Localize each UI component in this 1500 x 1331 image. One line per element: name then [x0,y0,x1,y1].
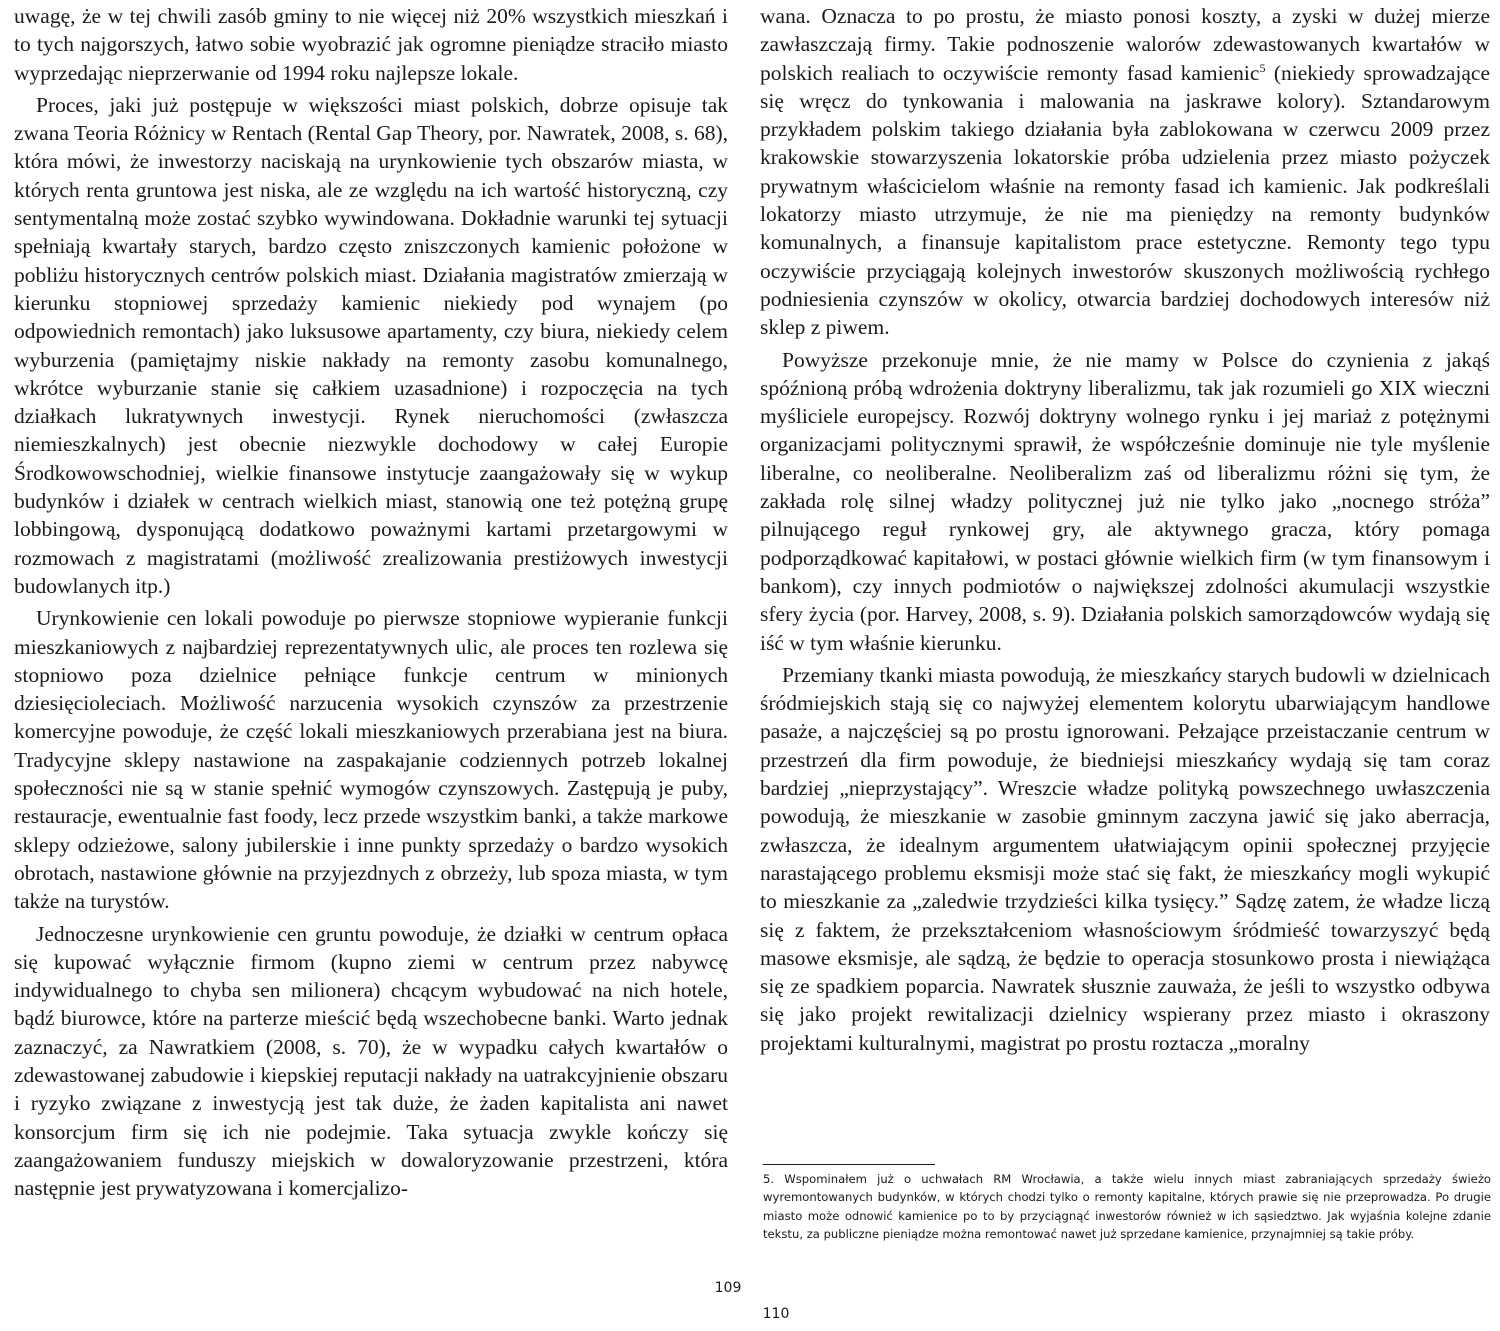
right-paragraph-3: Przemiany tkanki miasta powodują, że mieszkańcy starych budowli w dzielnicach śródmiejskich stają się co najwyżej elementem kolorytu ubarwiającym handlowe pasaże, a najczęściej są po prostu ignorowani. Pełzające przeistaczanie centrum w przestrzeń dla firm powoduje, że biedniejsi mieszkańcy wydają się tam coraz bardziej „nieprzystający”. Wreszcie władze polityką powszechnego uwłaszczenia powodują, że mieszkanie w zasobie gminnym zaczyna jawić się jako aberracja, zwłaszcza, że idealnym argumentem ułatwiającym opinii społecznej przyjęcie narastającego problemu eksmisji może stać się fakt, że mieszkańcy mogli wykupić to mieszkanie za „zaledwie trzydzieści kilka tysięcy.” Sądzę zatem, że władze liczą się z faktem, że przekształceniom własnościowym śródmieść towarzyszyć będą masowe eksmisje, ale sądzą, że będzie to operacja stosunkowo prosta i niewiążąca się ze spadkiem poparcia. Nawratek słusznie zauważa, że jeśli to wszystko odbywa się jako projekt rewitalizacji dzielnicy wspierany przez miasto i okraszony projektami kulturalnymi, magistrat po prostu roztacza „moralny [760,662,1490,1055]
right-paragraph-1 [760,2,1490,342]
left-paragraph-3: Urynkowienie cen lokali powoduje po pierwsze stopniowe wypieranie funkcji mieszkaniowych z najbardziej reprezentatywnych ulic, ale proces ten rozlewa się stopniowo poza dzielnice pełniące funkcje centrum w minionych dziesięcioleciach. Możliwość narzucenia wysokich czynszów za przestrzenie komercyjne powoduje, że część lokali mieszkaniowych przerabiana jest na biura. Tradycyjne sklepy nastawione na zaspakajanie codziennych potrzeb lokalnej społeczności nie są w stanie spełnić wymogów czynszowych. Zastępują je puby, restauracje, ewentualnie fast foody, lecz przede wszystkim banki, a także markowe sklepy odzieżowe, salony jubilerskie i inne punkty sprzedaży o bardzo wysokich obrotach, nastawione głównie na przyjezdnych z obrzeży, lub spoza miasta, w tym także na turystów. [14,606,728,914]
left-text-column [14,2,728,1202]
right-paragraph-1-end: (niekiedy sprowadzające się wręcz do tynkowania i malowania na jaskrawe kolory). Sztandarowym przykładem polskim takiego działania była zablokowana w czerwcu 2009 przez krakowskie stowarzyszenia lokatorskie próba udzielenia przez miasto pożyczek prywatnym właścicielom właśnie na remonty fasad ich kamienic. Jak podkreślali lokatorzy miasto utrzymuje, że nie ma pieniędzy na remonty budynków komunalnych, a finansuje kapitalistom prace estetyczne. Remonty tego typu oczywiście przyciągają kolejnych inwestorów skuszonych możliwością rychłego podniesienia czynszów w okolicy, otwarcia bardziej dochodowych interesów niż sklep z piwem. [760,60,1490,340]
right-paragraph-2: Powyższe przekonuje mnie, że nie mamy w Polsce do czynienia z jakąś spóźnioną próbą wdrożenia doktryny liberalizmu, tak jak rozumieli go XIX wieczni myśliciele europejscy. Rozwój doktryny wolnego rynku i jej mariaż z potężnymi organizacjami politycznymi sprawił, że współcześnie dominuje nie tyle myślenie liberalne, co neoliberalne. Neoliberalizm zaś od liberalizmu różni się tym, że zakłada rolę silnej władzy politycznej już nie tylko jako „nocnego stróża” pilnującego reguł rynkowej gry, ale aktywnego gracza, który pomaga podporządkować kapitałowi, w postaci głównie wielkich firm (w tym finansowym i bankom), czy innych podmiotów o największej zdolności akumulacji wszystkie sfery życia (por. Harvey, 2008, s. 9). Działania polskich samorządowców wydają się iść w tym właśnie kierunku. [760,347,1490,655]
footnote-separator [763,1164,935,1165]
page-number-right: 110 [762,1306,790,1322]
footnote-reference[interactable]: 5 [1259,60,1266,75]
right-text-column [760,2,1490,1057]
right-paragraph-1-start: wana. Oznacza to po prostu, że miasto ponosi koszty, a zyski w dużej mierze zawłaszczają firmy. Takie podnoszenie walorów zdewastowanych kwartałów w polskich realiach to oczywiście remonty fasad kamienic [760,4,1490,85]
left-paragraph-4: Jednoczesne urynkowienie cen gruntu powoduje, że działki w centrum opłaca się kupować wyłącznie firmom (kupno ziemi w centrum przez nabywcę indywidualnego to chyba sen milionera) chcącym wybudować na nich hotele, bądź biurowce, które na parterze mieścić będą wszechobecne banki. Warto jednak zaznaczyć, za Nawratkiem (2008, s. 70), że w wypadku całych kwartałów o zdewastowanej zabudowie i kiepskiej reputacji nakłady na uatrakcyjnienie obszaru i ryzyko związane z inwestycją jest tak duże, że żaden kapitalista ani nawet konsorcjum firm się ich nie podejmie. Taka sytuacja zwykle kończy się zaangażowaniem funduszy miejskich w dowaloryzowanie przestrzeni, która następnie jest prywatyzowana i komercjalizo- [14,921,728,1201]
left-paragraph-1: uwagę, że w tej chwili zasób gminy to nie więcej niż 20% wszystkich mieszkań i to tych najgorszych, łatwo sobie wyobrazić jak ogromne pieniądze straciło miasto wyprzedając nieprzerwanie od 1994 roku najlepsze lokale. [14,4,728,85]
page-number-left: 109 [714,1280,742,1296]
left-paragraph-2: Proces, jaki już postępuje w większości miast polskich, dobrze opisuje tak zwana Teoria Różnicy w Rentach (Rental Gap Theory, por. Nawratek, 2008, s. 68), która mówi, że inwestorzy naciskają na urynkowienie tych obszarów miasta, w których renta gruntowa jest niska, ale ze względu na ich wartość historyczną, czy sentymentalną może zostać szybko wywindowana. Dokładnie warunki tej sytuacji spełniają kwartały starych, bardzo często zniszczonych kamienic położone w pobliżu historycznych centrów polskich miast. Działania magistratów zmierzają w kierunku stopniowej sprzedaży kamienic niekiedy pod wynajem (po odpowiednich remontach) jako luksusowe apartamenty, czy biura, niekiedy celem wyburzenia (pamiętajmy niskie nakłady na remonty zasobu komunalnego, wkrótce wyburzanie stanie się całkiem uzasadnione) i rozpoczęcia na tych działkach lukratywnych inwestycji. Rynek nieruchomości (zwłaszcza niemieszkalnych) jest obecnie niezwykle dochodowy w całej Europie Środkowowschodniej, wielkie finansowe instytucje zaangażowały się w wykup budynków i działek w centrach wielkich miast, stanowią one też potężną grupę lobbingową, dysponującą dodatkowo poważnymi kartami przetargowymi w rozmowach z magistratami (możliwość zrealizowania prestiżowych inwestycji budowlanych itp.) [14,92,728,598]
footnote-5: 5. Wspominałem już o uchwałach RM Wrocławia, a także wielu innych miast zabraniających sprzedaży świeżo wyremontowanych budynków, w których chodzi tylko o remonty kapitalne, których prawie się nie przeprowadza. Po drugie miasto może odnowić kamienice po to by przyciągnąć inwestorów również w ich sąsiedztwo. Jak wyjaśnia kolejne zdanie tekstu, za publiczne pieniądze można remontować nawet już sprzedane kamienice, przynajmniej są takie próby. [763,1172,1491,1242]
